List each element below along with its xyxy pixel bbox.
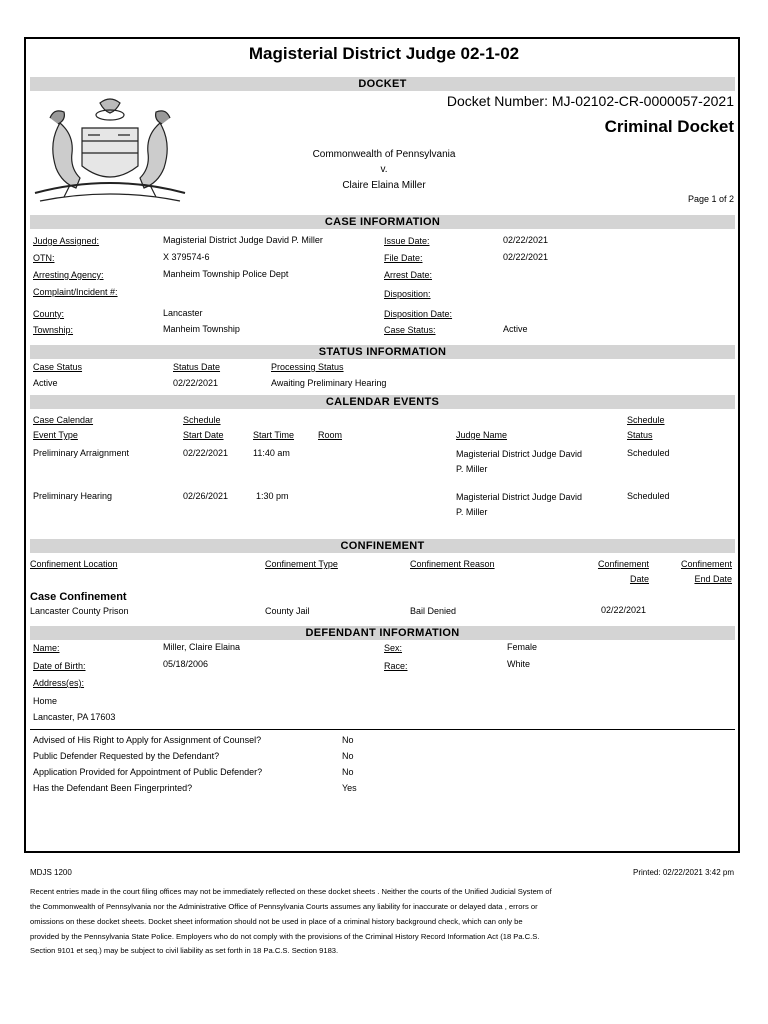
conf-header-end-line2: End Date [694, 574, 732, 584]
defendant-information-bar: DEFENDANT INFORMATION [30, 626, 735, 640]
event-date: 02/22/2021 [183, 448, 229, 458]
docket-type: Criminal Docket [604, 117, 734, 136]
conf-reason: Bail Denied [410, 606, 457, 616]
defendant-dob-value: 05/18/2006 [163, 659, 209, 669]
docket-bar: DOCKET [30, 77, 735, 91]
cal-header-type-line1: Case Calendar [33, 415, 94, 425]
conf-type: County Jail [265, 606, 310, 616]
defendant-name-label: Name: [33, 643, 60, 653]
judge-label: Judge Assigned: [33, 236, 100, 246]
status-value-case-status: Active [33, 378, 58, 388]
cal-header-start-line2: Start Date [183, 430, 224, 440]
docket-number: Docket Number: MJ-02102-CR-0000057-2021 [446, 93, 734, 109]
conf-header-date-line1: Confinement [597, 559, 649, 569]
defendant-sex-label: Sex: [384, 643, 403, 653]
event-type: Preliminary Arraignment [33, 448, 130, 458]
case-status-value: Active [503, 324, 528, 334]
disposition-label: Disposition: [384, 289, 431, 299]
county-label: County: [33, 309, 65, 319]
event-judge-line2: P. Miller [456, 464, 488, 474]
defendant-dob-label: Date of Birth: [33, 661, 86, 671]
disclaimer-line: Recent entries made in the court filing offices may not be immediately reflected on these docket sheets . Neither the courts of the Unified Judicial System of [30, 887, 552, 896]
issue-date-value: 02/22/2021 [503, 235, 549, 245]
caption-plaintiff: Commonwealth of Pennsylvania [312, 149, 456, 160]
calendar-events-bar: CALENDAR EVENTS [30, 395, 735, 409]
event-time: 1:30 pm [256, 491, 289, 501]
conf-header-date-line2: Date [629, 574, 649, 584]
caption-defendant: Claire Elaina Miller [342, 180, 426, 191]
status-col-status-date: Status Date [173, 362, 221, 372]
event-judge-line2: P. Miller [456, 507, 488, 517]
file-date-label: File Date: [384, 253, 423, 263]
status-col-case-status: Case Status [33, 362, 83, 372]
conf-location: Lancaster County Prison [30, 606, 129, 616]
case-status-label: Case Status: [384, 325, 436, 335]
disclaimer-line: provided by the Pennsylvania State Police. Employers who do not comply with the provisions of the Criminal History Record Information Act (18 Pa.C.S. [30, 932, 540, 941]
complaint-label: Complaint/Incident #: [33, 287, 118, 297]
question-answer: No [342, 735, 354, 745]
defendant-address-label: Address(es): [33, 678, 85, 688]
otn-value: X 379574-6 [163, 252, 210, 262]
event-time: 11:40 am [253, 448, 290, 458]
question-answer: Yes [342, 783, 357, 793]
event-date: 02/26/2021 [183, 491, 229, 501]
divider [30, 729, 735, 730]
event-status: Scheduled [627, 491, 670, 501]
question-answer: No [342, 751, 354, 761]
disposition-date-label: Disposition Date: [384, 309, 453, 319]
cal-header-status-line2: Status [627, 430, 653, 440]
question-text: Has the Defendant Been Fingerprinted? [33, 783, 193, 793]
otn-label: OTN: [33, 253, 55, 263]
arrest-date-label: Arrest Date: [384, 270, 433, 280]
question-text: Application Provided for Appointment of Public Defender? [33, 767, 263, 777]
defendant-race-label: Race: [384, 661, 408, 671]
disclaimer-line: the Commonwealth of Pennsylvania nor the Administrative Office of Pennsylvania Courts assumes any liability for inaccurate or delayed data , errors or [30, 902, 538, 911]
defendant-name-value: Miller, Claire Elaina [163, 642, 241, 652]
conf-date: 02/22/2021 [601, 605, 647, 615]
status-information-bar: STATUS INFORMATION [30, 345, 735, 359]
court-title: Magisterial District Judge 02-1-02 [248, 44, 520, 63]
conf-header-reason: Confinement Reason [410, 559, 495, 569]
case-information-bar: CASE INFORMATION [30, 215, 735, 229]
county-value: Lancaster [163, 308, 203, 318]
question-text: Public Defender Requested by the Defendant? [33, 751, 220, 761]
event-type: Preliminary Hearing [33, 491, 113, 501]
defendant-address-type: Home [33, 696, 58, 706]
judge-value: Magisterial District Judge David P. Miller [163, 235, 323, 245]
conf-header-end-line1: Confinement [680, 559, 732, 569]
form-number: MDJS 1200 [30, 868, 72, 877]
arresting-agency-value: Manheim Township Police Dept [163, 269, 289, 279]
cal-header-judge: Judge Name [456, 430, 508, 440]
conf-header-location: Confinement Location [30, 559, 118, 569]
disclaimer-line: omissions on these docket sheets. Docket sheet information should not be used in place of a criminal history background check, which can only be [30, 917, 523, 926]
conf-header-type: Confinement Type [265, 559, 338, 569]
arresting-agency-label: Arresting Agency: [33, 270, 104, 280]
event-judge-line1: Magisterial District Judge David [456, 449, 583, 459]
case-confinement-heading: Case Confinement [30, 591, 127, 603]
cal-header-type-line2: Event Type [33, 430, 78, 440]
status-col-processing: Processing Status [271, 362, 344, 372]
question-answer: No [342, 767, 354, 777]
cal-header-start-line1: Schedule [183, 415, 221, 425]
township-value: Manheim Township [163, 324, 240, 334]
confinement-bar: CONFINEMENT [30, 539, 735, 553]
caption-versus: v. [380, 164, 388, 175]
township-label: Township: [33, 325, 74, 335]
status-value-processing: Awaiting Preliminary Hearing [271, 378, 387, 388]
disclaimer-line: Section 9101 et seq.) may be subject to civil liability as set forth in 18 Pa.C.S. Section 9183. [30, 946, 339, 955]
issue-date-label: Issue Date: [384, 236, 430, 246]
cal-header-room: Room [318, 430, 343, 440]
printed-timestamp: Printed: 02/22/2021 3:42 pm [633, 868, 734, 877]
defendant-race-value: White [507, 659, 531, 669]
page-number: Page 1 of 2 [687, 194, 734, 204]
question-text: Advised of His Right to Apply for Assignment of Counsel? [33, 735, 262, 745]
defendant-address-line: Lancaster, PA 17603 [33, 712, 116, 722]
event-status: Scheduled [627, 448, 670, 458]
cal-header-time: Start Time [253, 430, 295, 440]
file-date-value: 02/22/2021 [503, 252, 549, 262]
status-value-date: 02/22/2021 [173, 378, 219, 388]
event-judge-line1: Magisterial District Judge David [456, 492, 583, 502]
defendant-sex-value: Female [507, 642, 538, 652]
cal-header-status-line1: Schedule [627, 415, 665, 425]
